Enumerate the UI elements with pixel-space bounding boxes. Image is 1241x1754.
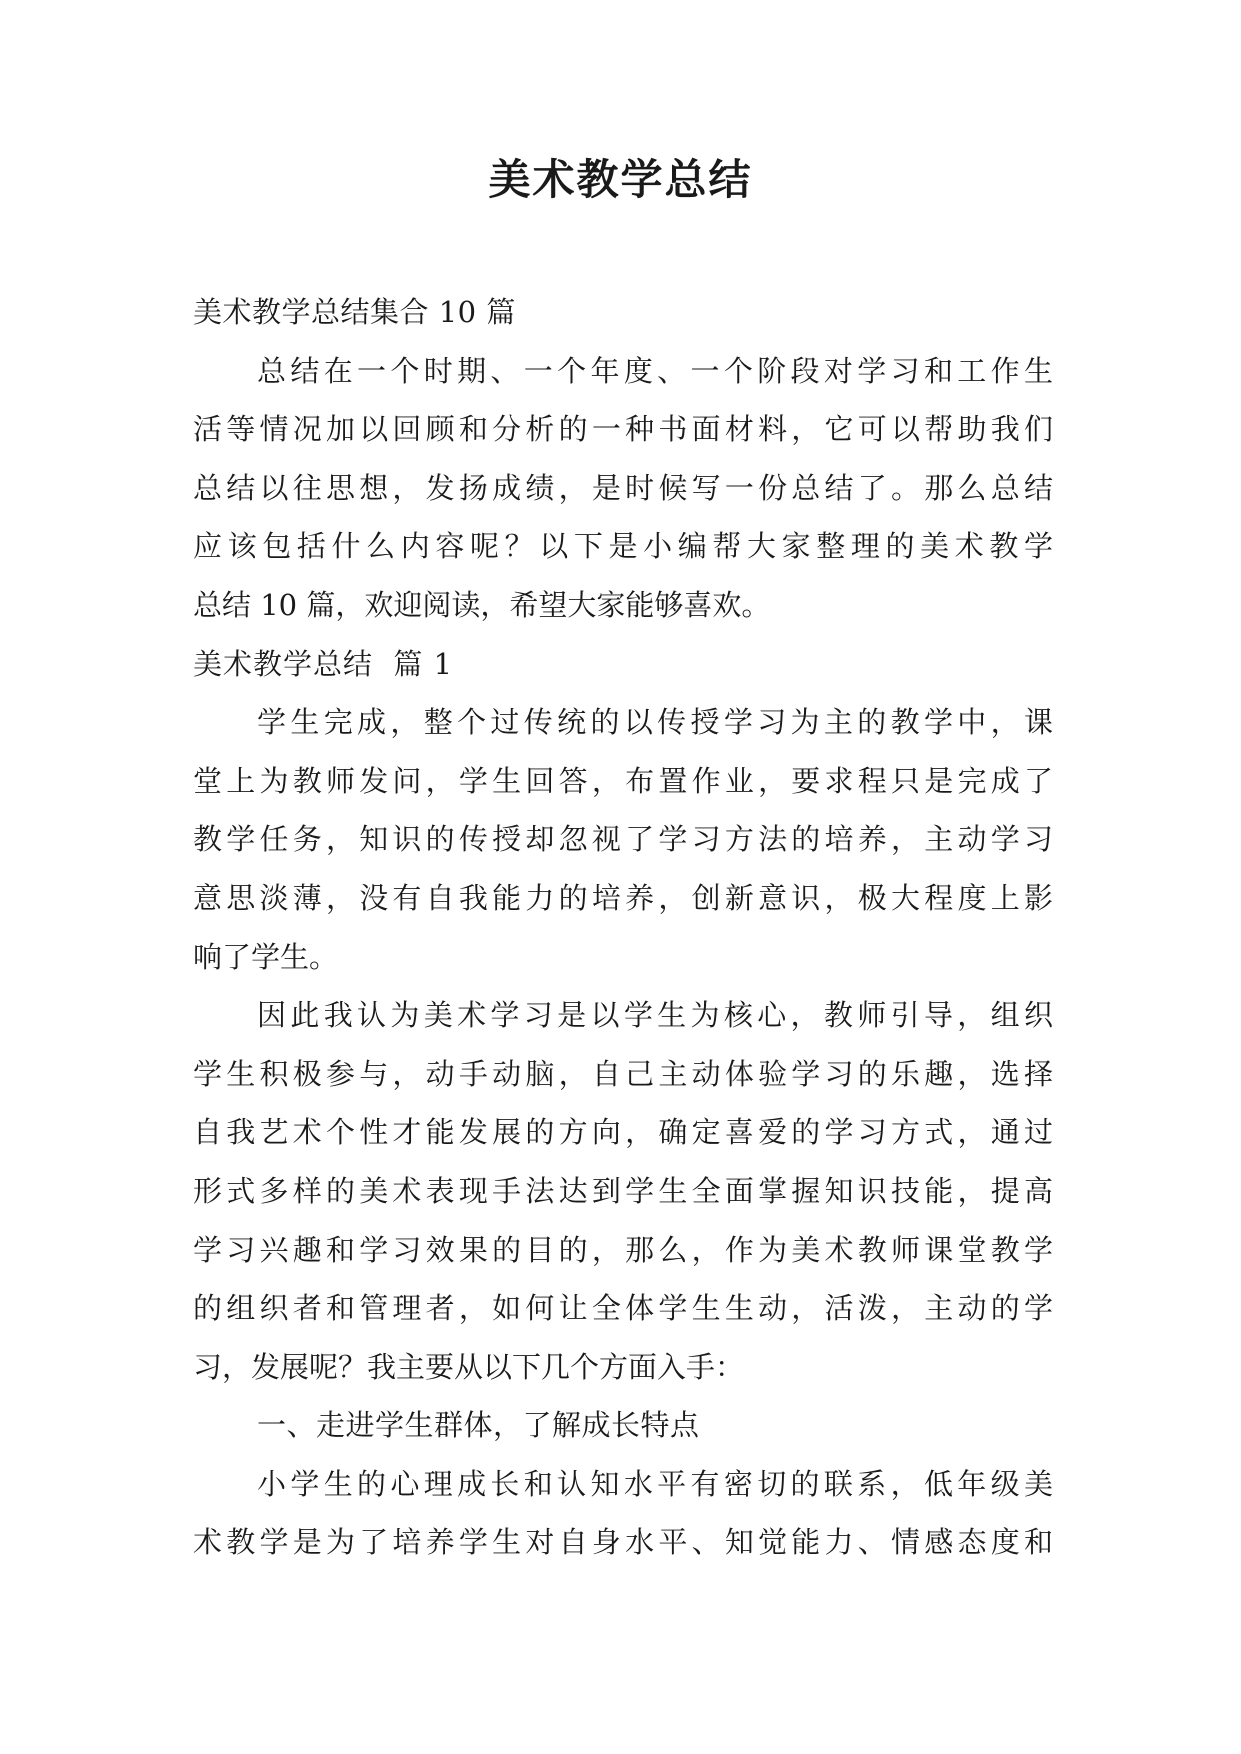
paragraph-line: 教学任务，知识的传授却忽视了学习方法的培养，主动学习 xyxy=(193,822,1053,857)
paragraph-line: 形式多样的美术表现手法达到学生全面掌握知识技能，提高 xyxy=(193,1173,1053,1208)
intro-line: 总结以往思想，发扬成绩，是时候写一份总结了。那么总结 xyxy=(193,470,1053,505)
paragraph-line: 小学生的心理成长和认知水平有密切的联系，低年级美 xyxy=(257,1466,1053,1501)
intro-line: 总结 10 篇，欢迎阅读，希望大家能够喜欢。 xyxy=(193,587,771,622)
intro-line: 应该包括什么内容呢？以下是小编帮大家整理的美术教学 xyxy=(193,529,1053,564)
intro-line: 活等情况加以回顾和分析的一种书面材料，它可以帮助我们 xyxy=(193,412,1053,447)
document-body xyxy=(193,283,1053,1572)
intro-line: 总结在一个时期、一个年度、一个阶段对学习和工作生 xyxy=(257,353,1053,388)
paragraph-line: 堂上为教师发问，学生回答，布置作业，要求程只是完成了 xyxy=(193,763,1053,798)
paragraph-line: 习，发展呢？我主要从以下几个方面入手： xyxy=(193,1349,745,1384)
paragraph-line: 因此我认为美术学习是以学生为核心，教师引导，组织 xyxy=(257,998,1053,1033)
document-title: 美术教学总结 xyxy=(488,155,753,204)
paragraph-line: 学生积极参与，动手动脑，自己主动体验学习的乐趣，选择 xyxy=(193,1056,1053,1091)
paragraph-line: 学生完成，整个过传统的以传授学习为主的教学中，课 xyxy=(257,705,1053,740)
paragraph-line: 的组织者和管理者，如何让全体学生生动，活泼，主动的学 xyxy=(193,1291,1053,1326)
paragraph-line: 响了学生。 xyxy=(193,939,339,974)
paragraph-line: 意思淡薄，没有自我能力的培养，创新意识，极大程度上影 xyxy=(193,880,1053,915)
section-heading: 美术教学总结 篇 1 xyxy=(193,646,454,681)
paragraph-line: 术教学是为了培养学生对自身水平、知觉能力、情感态度和 xyxy=(193,1525,1053,1560)
document-subtitle: 美术教学总结集合 10 篇 xyxy=(193,295,516,329)
paragraph-line: 学习兴趣和学习效果的目的，那么，作为美术教师课堂教学 xyxy=(193,1232,1053,1267)
paragraph-line: 自我艺术个性才能发展的方向，确定喜爱的学习方式，通过 xyxy=(193,1115,1053,1150)
point-heading: 一、走进学生群体，了解成长特点 xyxy=(257,1408,700,1443)
